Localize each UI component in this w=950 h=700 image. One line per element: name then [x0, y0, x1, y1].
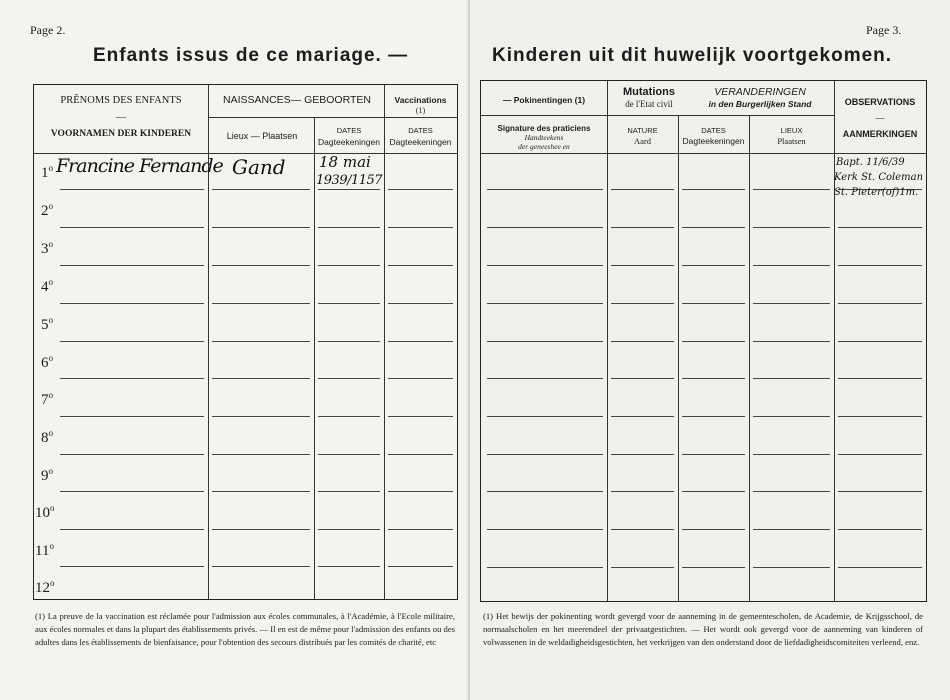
header-signature-nl: Handteekens der geneeshee en: [518, 133, 570, 151]
header-obs-dash: —: [875, 113, 885, 123]
header-veranderingen: VERANDERINGEN: [714, 86, 806, 98]
header-aanmerkingen: AANMERKINGEN: [842, 129, 918, 139]
header-vdates-nl: Dagteekeningen: [389, 137, 452, 147]
header-dates-nl: Dagteekeningen: [318, 137, 380, 147]
row-label-7: 7$^o$: [41, 390, 53, 408]
handwritten-child-name: Francine Fernande: [56, 155, 223, 177]
header-plaatsen: Plaatsen: [777, 136, 806, 146]
header-lieux: LIEUX: [780, 126, 803, 135]
header-veranderingen-sub: in den Burgerlijken Stand: [708, 99, 812, 109]
footnote-left: (1) La preuve de la vaccination est réclamée pour l'admission aux écoles communales, à l'Académie, à l'Ecole militaire, aux écoles normales et dans la plupart des établissements privés. — Il en est de même pour l'admission des enfants ou des adultes dans les établissements de bienfaisance, pour l'obtention des secours distribués par les comités de charité, etc: [35, 611, 455, 647]
row-label-11: 11$^o$: [35, 541, 54, 559]
header-mutations: Mutations: [623, 86, 675, 98]
row-label-9: 9$^o$: [41, 466, 53, 484]
right-page: [470, 0, 950, 700]
row-label-10: 10$^o$: [35, 503, 55, 521]
row-label-6: 6$^o$: [41, 353, 53, 371]
header-pokinentingen: — Pokinentingen (1): [502, 95, 586, 105]
page-number-right: Page 3.: [866, 23, 902, 37]
row-label-2: 2$^o$: [41, 201, 53, 219]
row-label-1: 1$^o$: [41, 163, 53, 181]
footnote-right: (1) Het bewijs der pokinenting wordt gevergd voor de aanneming in de gemeentescholen, de Academie, de Krijgsschool, de normaalscholen en het meerendeel der privaatgestichten. — Het wordt ook gevergd voor de aanneming van kinderen of volwassenen in de weldadigheidsgestichten, het verkrijgen van den onderstand door de liefdadigheidscomiteiten verleend, enz.: [483, 611, 923, 647]
children-table-left: [33, 84, 458, 600]
header-aard: Aard: [634, 136, 651, 146]
row-label-3: 3$^o$: [41, 239, 53, 257]
header-nature: NATURE: [627, 126, 658, 135]
header-dates-fr: DATES: [336, 126, 362, 135]
header-vacc-note: (1): [415, 106, 426, 115]
header-signature-fr: Signature des praticiens: [497, 124, 591, 133]
children-table-right: — Pokinentingen (1) Signature des praticiens Handteekens der geneeshee en Mutations de l'Etat civil VERANDERINGEN in den Burgerlijken Stand NATURE Aard DATES Dagteekeningen LIEUX Plaatsen OBSERVATIONS — AANMERKINGEN Bapt. 11/6/39 Kerk St. Coleman St. Pieter(of)1m.: [480, 80, 927, 602]
page-title-left: Enfants issus de ce mariage. —: [93, 45, 409, 66]
handwritten-birth-place: Gand: [232, 155, 286, 179]
row-label-8: 8$^o$: [41, 428, 53, 446]
header-vaccinations: Vaccinations: [394, 95, 447, 105]
header-dates-fr-right: DATES: [701, 126, 726, 135]
header-names-fr: PRÊNOMS DES ENFANTS: [60, 95, 182, 106]
header-vdates-fr: DATES: [408, 126, 433, 135]
header-dates-nl-right: Dagteekeningen: [682, 136, 745, 146]
handwritten-birth-date: 18 mai: [319, 153, 371, 171]
left-page: [0, 0, 470, 700]
row-label-12: 12$^o$: [35, 578, 55, 596]
header-observations: OBSERVATIONS: [844, 97, 916, 107]
handwritten-birth-ref: 1939/1157: [316, 173, 383, 188]
row-label-5: 5$^o$: [41, 315, 53, 333]
header-births: NAISSANCES— GEBOORTEN: [222, 94, 371, 106]
header-mutations-sub: de l'Etat civil: [625, 99, 673, 109]
page-number-left: Page 2.: [30, 23, 66, 37]
header-places: Lieux — Plaatsen: [226, 131, 298, 141]
row-label-4: 4$^o$: [41, 277, 53, 295]
header-dash: —: [116, 112, 126, 123]
header-names-nl: VOORNAMEN DER KINDEREN: [50, 129, 192, 139]
page-title-right: Kinderen uit dit huwelijk voortgekomen.: [492, 45, 893, 66]
